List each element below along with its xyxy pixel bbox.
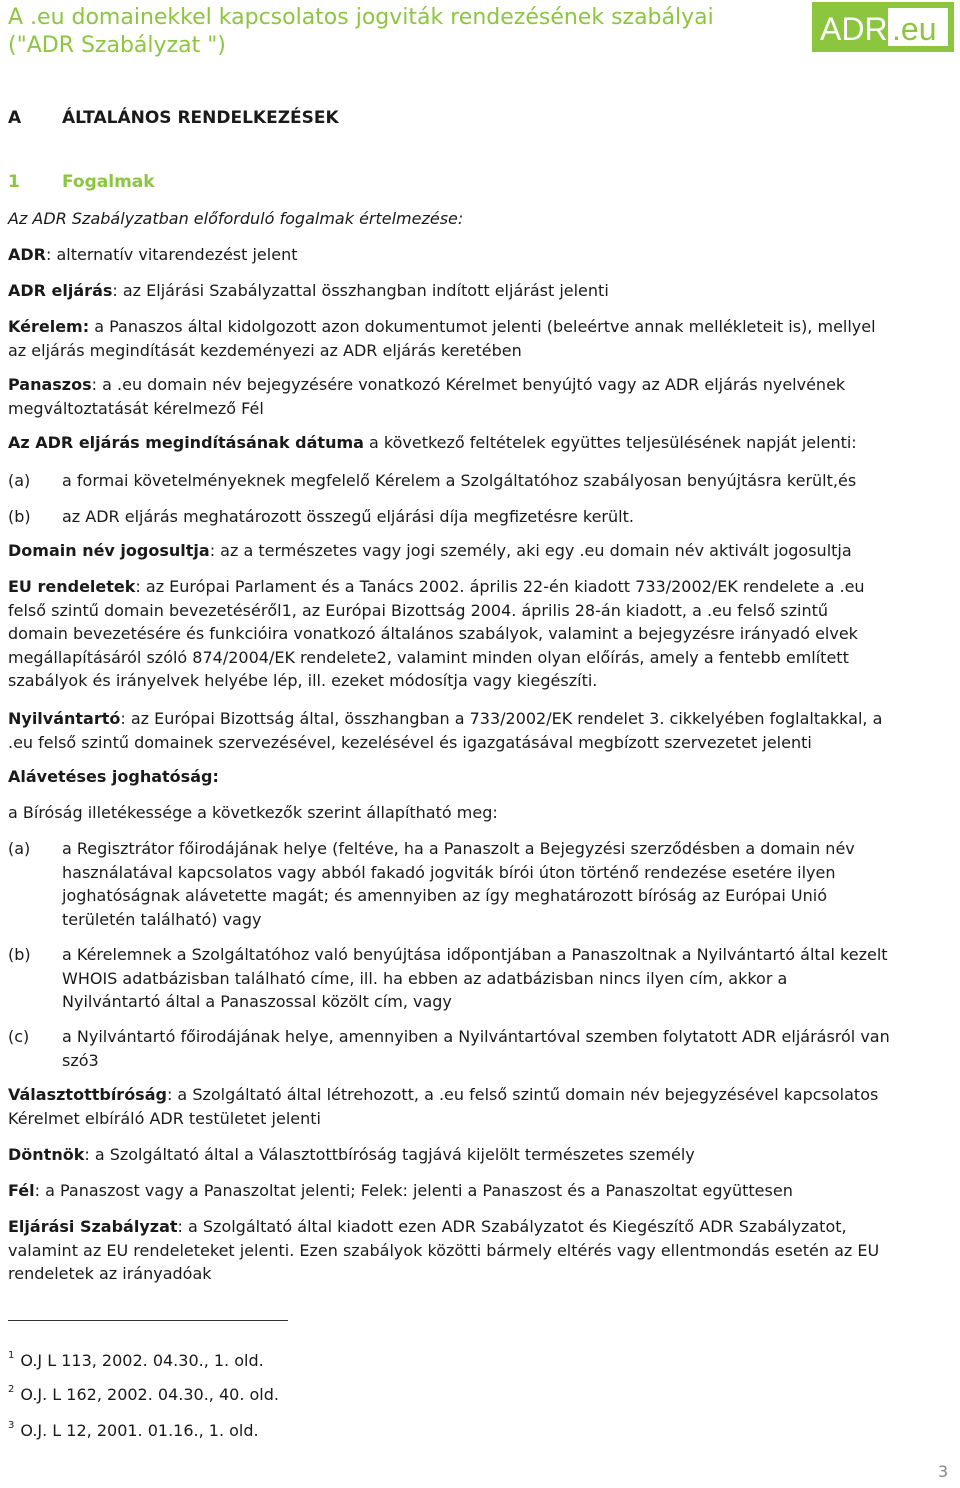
list-item: az ADR eljárás meghatározott összegű eljárási díja megfizetésre került. [62,507,634,526]
list-label: (b) [8,945,31,964]
list-label: (a) [8,471,31,490]
footnote-text: O.J L 113, 2002. 04.30., 1. old. [20,1351,264,1370]
list-label: (a) [8,839,31,858]
list-item: a formai követelményeknek megfelelő Kérelem a Szolgáltatóhoz szabályosan benyújtásra került,és [62,471,857,490]
list-item-line: szó3 [62,1050,99,1070]
term: ADR eljárás [8,281,113,300]
list-item-line: Nyilvántartó által a Panaszossal közölt cím, vagy [62,992,452,1011]
definition-eljarasi-szabalyzat [8,1215,954,1286]
definition-fel [8,1179,954,1203]
term: ADR [8,245,46,264]
heading-number: 1 [8,172,20,192]
definition-text: az eljárás megindítását kezdeményezi az ADR eljárás keretében [8,340,522,360]
footnote-text: O.J. L 12, 2001. 01.16., 1. old. [20,1421,259,1440]
term: Választottbíróság [8,1085,167,1104]
definition-text: felső szintű domain bevezetéséről1, az Európai Bizottság 2004. április 28-án kiadott, a .eu felső szintű [8,600,829,620]
definition-dontnok [8,1143,954,1167]
definition-text: : az Európai Parlament és a Tanács 2002. április 22-én kiadott 733/2002/EK rendelete a .eu [135,577,865,596]
definition-text: szabályok és irányelvek helyébe lép, ill. ezeket módosítja vagy kiegészíti. [8,671,598,690]
definition-text: valamint az EU rendeleteket jelenti. Ezen szabályok közötti bármely eltérés vagy ellentmondás esetén az EU [8,1240,880,1260]
heading-title: Fogalmak [62,172,155,192]
list-item-line: területén található) vagy [62,909,262,929]
title-line-1: A .eu domainekkel kapcsolatos jogviták rendezésének szabályai [8,5,714,30]
footnote [8,1380,279,1405]
term: Eljárási Szabályzat [8,1217,178,1236]
definition-text: : az a természetes vagy jogi személy, aki egy .eu domain név aktivált jogosultja [209,541,852,560]
term: Nyilvántartó [8,709,121,728]
definition-text: : a .eu domain név bejegyzésére vonatkozó Kérelmet benyújtó vagy az ADR eljárás nyelvének [91,375,846,394]
document-title [8,4,714,60]
footnote [8,1346,264,1371]
footnote-number: 1 [8,1350,15,1361]
list-item-line: WHOIS adatbázisban található címe, ill. ha ebben az adatbázisban nincs ilyen cím, akkor a [62,968,788,988]
list-item-line: a Regisztrátor főirodájának helye (feltéve, ha a Panaszolt a Bejegyzési szerződésben a domain név [62,839,855,858]
definition-text: rendeletek az irányadóak [8,1264,212,1283]
list-item-line: használatával kapcsolatos vagy abból fakadó jogviták bírói úton történő rendezése esetére ilyen [62,862,836,882]
footnote-text: O.J. L 162, 2002. 04.30., 40. old. [20,1385,279,1404]
term: Kérelem: [8,317,90,336]
definition-datum [8,431,954,455]
definition-text: : a Szolgáltató által létrehozott, a .eu felső szintű domain név bejegyzésével kapcsolatos [166,1085,879,1104]
definition-text: megváltoztatását kérelmező Fél [8,398,264,418]
adr-eu-logo [812,2,954,52]
definition-text: .eu felső szintű domainek szervezésével, kezelésével és igazgatásával megbízott szervezetet jelenti [8,732,812,752]
logo-text-eu: .eu [892,11,937,47]
definition-text: : az Eljárási Szabályzattal összhangban indított eljárást jelenti [112,281,609,300]
definition-panaszos [8,373,954,420]
definition-kerelem [8,315,954,362]
section-title: ÁLTALÁNOS RENDELKEZÉSEK [62,108,339,128]
page-number: 3 [938,1462,949,1481]
definition-adr [8,243,954,267]
term: EU rendeletek [8,577,136,596]
list-item [62,943,954,1014]
footnote-divider [8,1320,288,1321]
definition-text: : a Szolgáltató által a Választottbíróság tagjává kijelölt természetes személy [84,1145,695,1164]
term: Döntnök [8,1145,85,1164]
definition-text: : a Panaszost vagy a Panaszoltat jelenti; Felek: jelenti a Panaszost és a Panaszoltat együttesen [34,1181,793,1200]
list-item [62,837,954,931]
term: Domain név jogosultja [8,541,210,560]
definition-domain-jogosult [8,539,954,563]
definition-valasztottbirosag [8,1083,954,1130]
term: Fél [8,1181,35,1200]
title-line-2: ("ADR Szabályzat ") [8,33,226,58]
term: Panaszos [8,375,92,394]
list-item-line: joghatóságnak alávetette magát; és amennyiben az így meghatározott bíróság az Európai Unió [62,886,827,905]
list-label: (c) [8,1027,30,1046]
footnote-number: 3 [8,1420,15,1431]
definition-text: a következő feltételek együttes teljesülésének napját jelenti: [363,433,857,452]
definition-text: megállapításáról szóló 874/2004/EK rendelete2, valamint minden olyan előírás, amely a fentebb említett [8,647,849,667]
logo-text-adr: ADR [820,11,888,47]
alavetes-intro: a Bíróság illetékessége a következők szerint állapítható meg: [8,803,498,822]
definition-text: : a Szolgáltató által kiadott ezen ADR Szabályzatot és Kiegészítő ADR Szabályzatot, [177,1217,847,1236]
list-item-line: a Kérelemnek a Szolgáltatóhoz való benyújtása időpontjában a Panaszoltnak a Nyilvántartó által kezelt [62,945,888,964]
term: Az ADR eljárás megindításának dátuma [8,433,364,452]
definition-text: a Panaszos által kidolgozott azon dokumentumot jelenti (beleértve annak mellékleteit is), mellyel [89,317,876,336]
intro-text: Az ADR Szabályzatban előforduló fogalmak értelmezése: [8,209,464,228]
definition-text: : alternatív vitarendezést jelent [45,245,298,264]
definition-text: Kérelmet elbíráló ADR testületet jelenti [8,1108,321,1128]
footnote-number: 2 [8,1384,15,1395]
definition-text: domain bevezetésére és funkcióira vonatkozó általános szabályok, valamint a bejegyzésre irányadó elvek [8,624,858,643]
definition-adr-eljaras [8,279,954,303]
list-item [62,1025,954,1072]
definition-text: : az Európai Bizottság által, összhangban a 733/2002/EK rendelet 3. cikkelyében foglaltakkal, a [120,709,883,728]
section-letter: A [8,108,22,128]
footnote [8,1416,259,1441]
definition-nyilvantarto [8,707,954,754]
list-item-line: a Nyilvántartó főirodájának helye, amennyiben a Nyilvántartóval szemben folytatott ADR eljárásról van [62,1027,890,1046]
term: Alávetéses joghatóság: [8,767,219,786]
list-label: (b) [8,507,31,526]
definition-eu-rendeletek [8,575,954,693]
definition-alavetes [8,765,954,789]
